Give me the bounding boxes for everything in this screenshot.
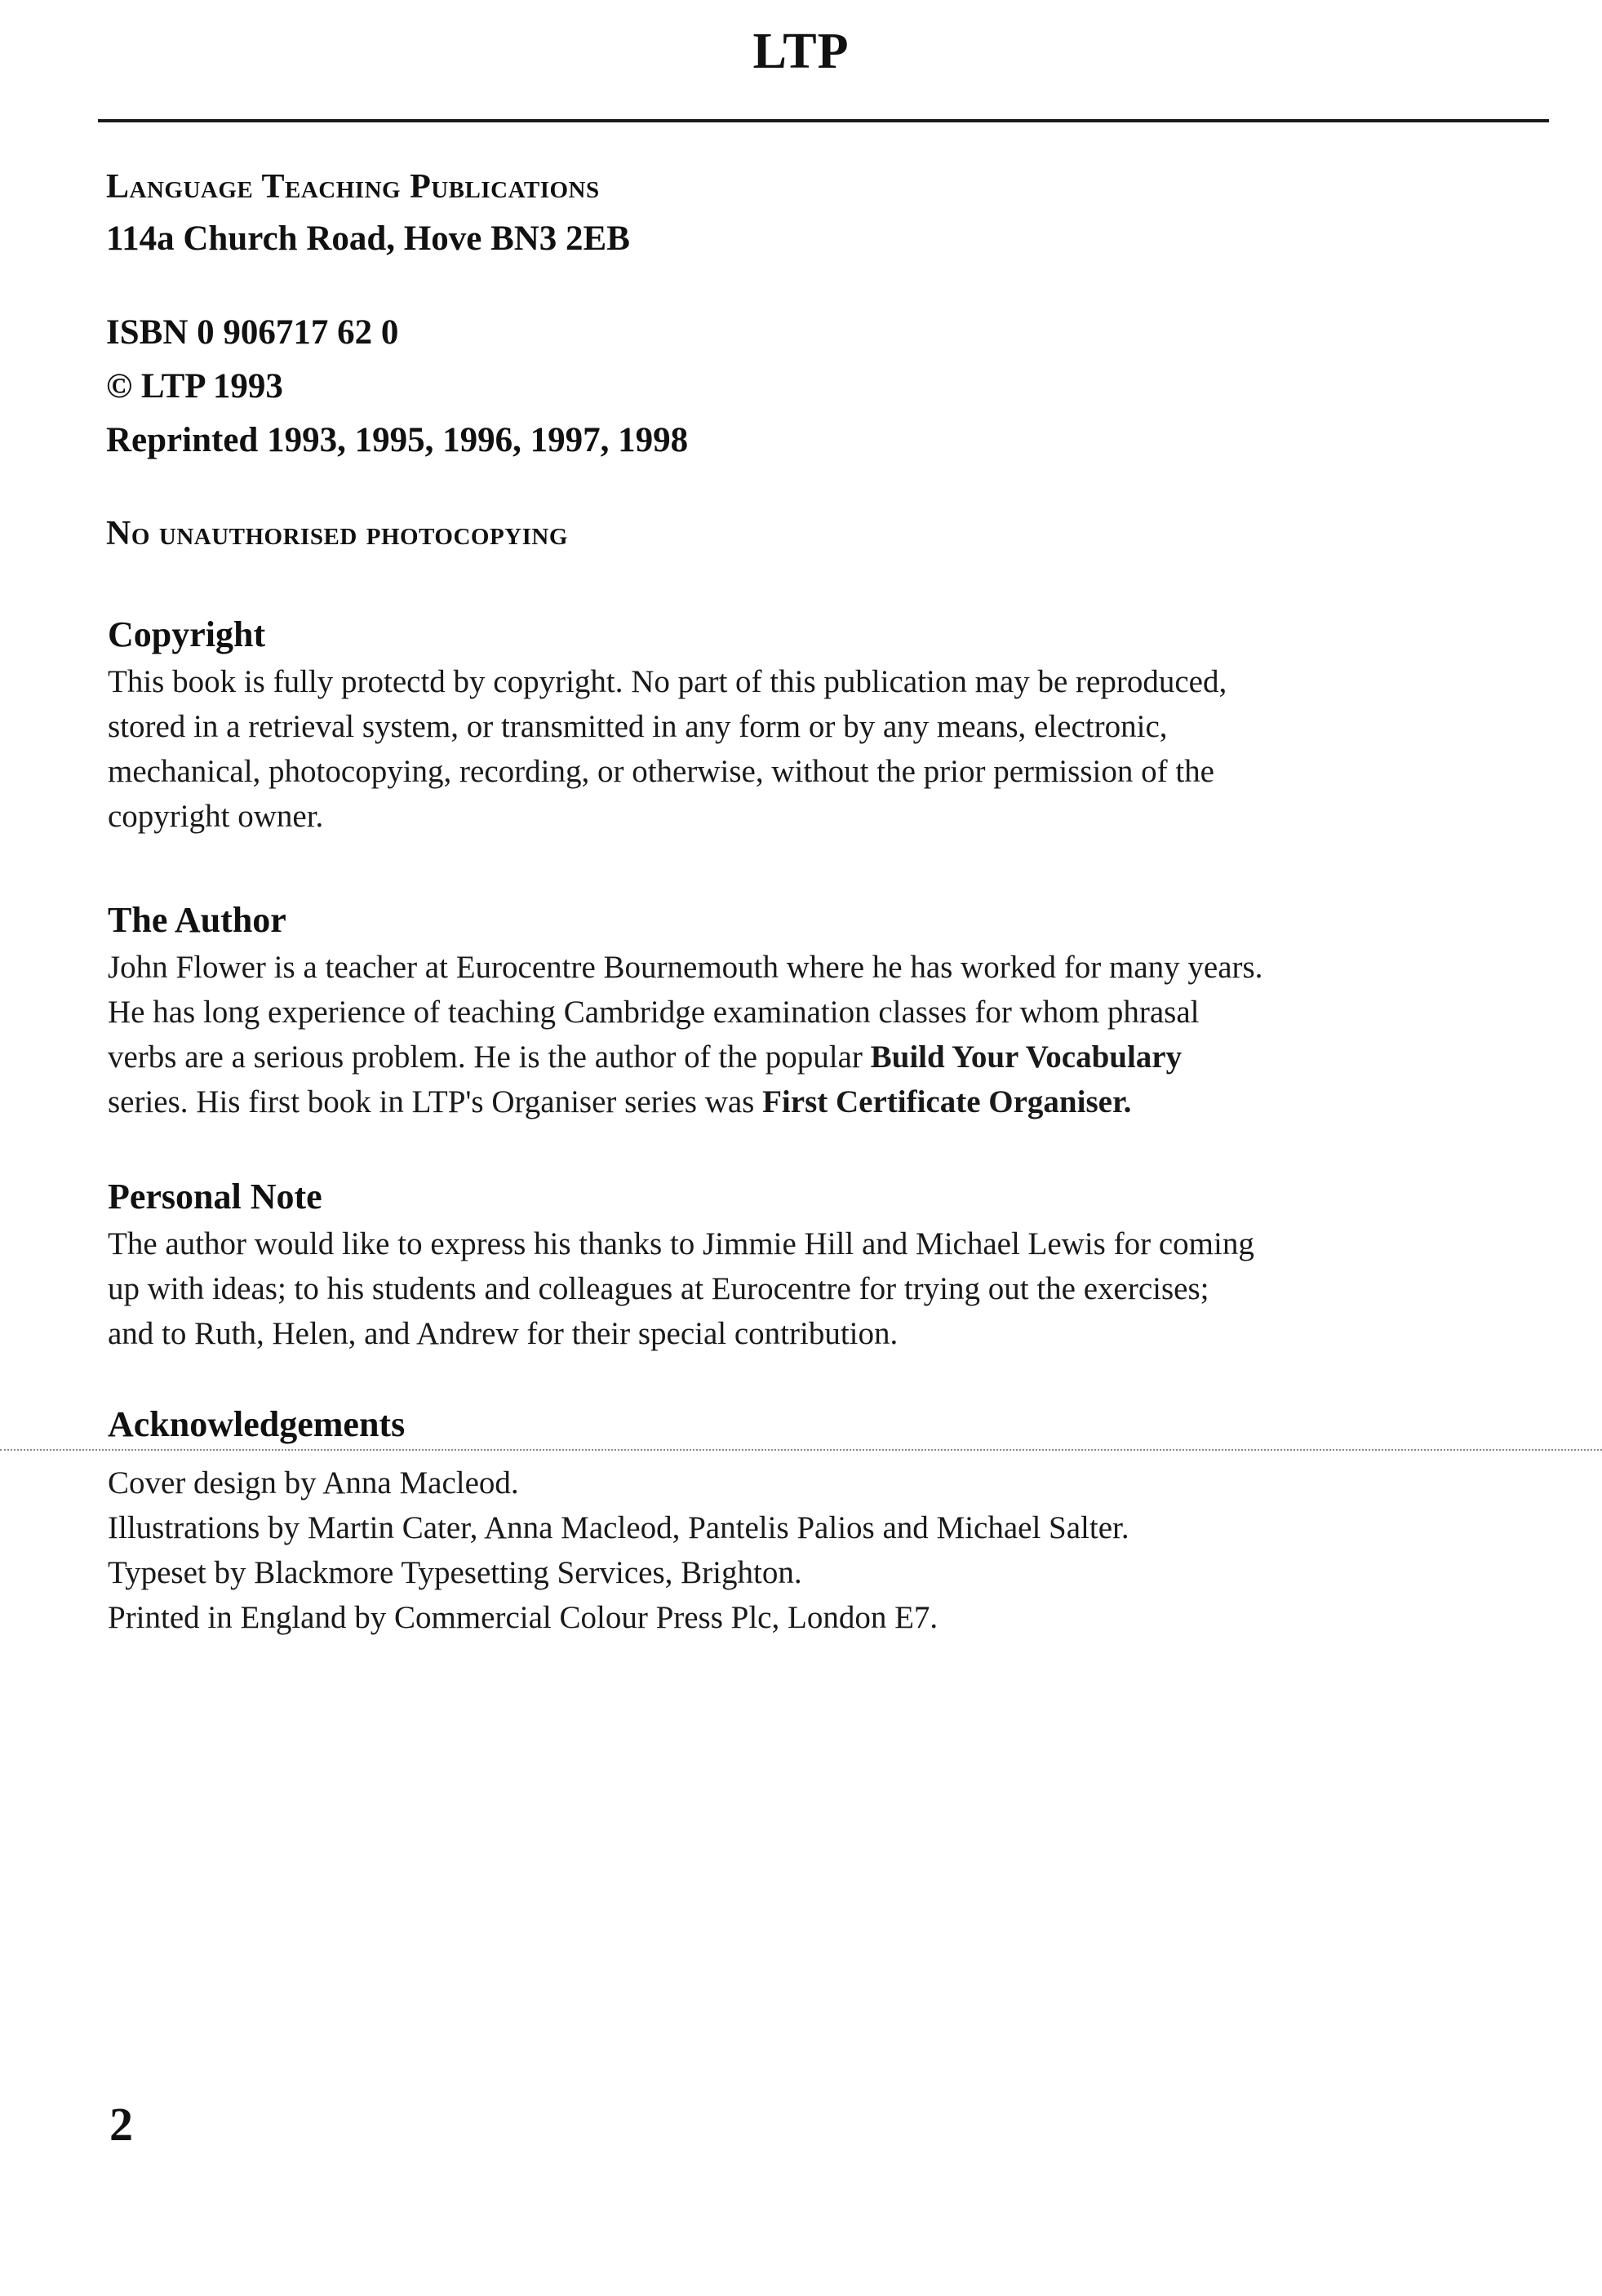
acknowledgement-line: Cover design by Anna Macleod. xyxy=(108,1465,519,1500)
copyright-line: mechanical, photocopying, recording, or otherwise, without the prior permission of the xyxy=(108,754,1214,789)
copyright-line: copyright owner. xyxy=(108,799,324,834)
author-line-text: series. His first book in LTP's Organiser series was xyxy=(108,1084,763,1119)
personal-note-line: up with ideas; to his students and colleagues at Eurocentre for trying out the exercises; xyxy=(108,1271,1209,1306)
author-line xyxy=(108,1035,1560,1079)
copyright-paragraph xyxy=(108,659,1560,839)
author-heading: The Author xyxy=(108,900,286,940)
acknowledgements-list xyxy=(108,1460,1560,1640)
author-line xyxy=(108,1079,1560,1124)
page-number: 2 xyxy=(109,2098,133,2151)
author-line-text: verbs are a serious problem. He is the author of the popular xyxy=(108,1039,871,1075)
author-line: He has long experience of teaching Cambridge examination classes for whom phrasal xyxy=(108,995,1200,1030)
author-paragraph xyxy=(108,945,1560,1124)
reprint-history: Reprinted 1993, 1995, 1996, 1997, 1998 xyxy=(106,421,689,459)
publisher-name: Language Teaching Publications xyxy=(106,168,600,206)
acknowledgement-line: Typeset by Blackmore Typesetting Services, Brighton. xyxy=(108,1555,802,1590)
personal-note-line: and to Ruth, Helen, and Andrew for their special contribution. xyxy=(108,1316,899,1351)
book-title-build-your-vocabulary: Build Your Vocabulary xyxy=(870,1039,1183,1075)
author-line: John Flower is a teacher at Eurocentre Bournemouth where he has worked for many years. xyxy=(108,950,1263,985)
copyright-notice: © LTP 1993 xyxy=(106,367,283,406)
acknowledgement-line: Illustrations by Martin Cater, Anna Macleod, Pantelis Palios and Michael Salter. xyxy=(108,1510,1129,1545)
personal-note-line: The author would like to express his thanks to Jimmie Hill and Michael Lewis for coming xyxy=(108,1226,1254,1261)
publisher-logo: LTP xyxy=(752,24,850,79)
book-title-first-certificate-organiser: First Certificate Organiser. xyxy=(762,1084,1132,1119)
acknowledgements-divider xyxy=(0,1449,1602,1451)
copyright-heading: Copyright xyxy=(108,614,266,654)
copyright-line: This book is fully protectd by copyright. No part of this publication may be reproduced, xyxy=(108,664,1227,699)
acknowledgement-line: Printed in England by Commercial Colour Press Plc, London E7. xyxy=(108,1600,939,1635)
isbn: ISBN 0 906717 62 0 xyxy=(106,313,399,352)
copyright-line: stored in a retrieval system, or transmitted in any form or by any means, electronic, xyxy=(108,709,1168,744)
personal-note-paragraph xyxy=(108,1221,1560,1356)
personal-note-heading: Personal Note xyxy=(108,1177,322,1217)
acknowledgements-heading: Acknowledgements xyxy=(108,1404,406,1444)
photocopy-notice: No unauthorised photocopying xyxy=(106,515,568,552)
header-divider xyxy=(98,119,1549,122)
publisher-address: 114a Church Road, Hove BN3 2EB xyxy=(106,219,630,258)
